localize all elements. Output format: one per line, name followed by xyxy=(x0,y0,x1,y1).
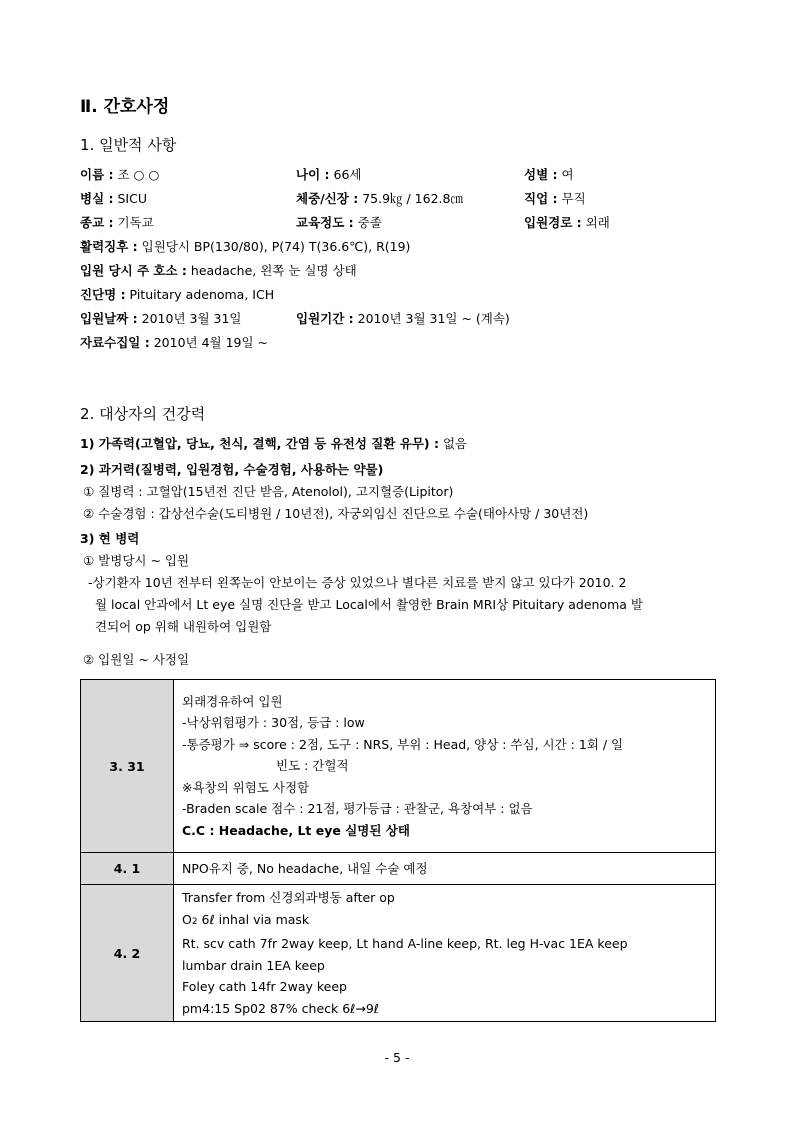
log-line xyxy=(182,909,707,934)
oxygen-subscript: 2 xyxy=(191,916,198,927)
field-value: headache, 왼쪽 눈 실명 상태 xyxy=(186,263,357,278)
field-admission-period xyxy=(296,310,510,328)
field-value: 중졸 xyxy=(353,215,382,230)
field-education xyxy=(296,214,382,232)
log-line: C.C : Headache, Lt eye 실명된 상태 xyxy=(182,822,410,838)
field-label: 입원날짜 : xyxy=(80,311,138,326)
field-age xyxy=(296,166,361,184)
field-value: 입원당시 BP(130/80), P(74) T(36.6℃), R(19) xyxy=(137,239,411,254)
nursing-log-table xyxy=(80,679,716,1022)
log-line: Rt. scv cath 7fr 2way keep, Lt hand A-line keep, Rt. leg H-vac 1EA keep xyxy=(182,936,628,951)
field-room xyxy=(80,190,147,208)
log-date: 4. 2 xyxy=(81,885,174,1022)
family-history xyxy=(80,435,467,453)
present-history-narrative: 견되어 op 위해 내원하여 입원함 xyxy=(95,619,272,634)
field-label: 입원경로 : xyxy=(524,215,582,230)
field-label: 교육정도 : xyxy=(296,215,354,230)
table-row xyxy=(81,885,716,1022)
field-sex xyxy=(524,166,574,184)
log-content xyxy=(174,853,716,885)
field-value: 75.9㎏ / 162.8㎝ xyxy=(358,191,463,206)
general-heading: 1. 일반적 사항 xyxy=(80,136,177,154)
field-job xyxy=(524,190,586,208)
field-label: 입원 당시 주 호소 : xyxy=(80,263,187,278)
log-line: -낙상위험평가 : 30점, 등급 : low xyxy=(182,715,365,731)
past-history-item: ① 질병력 : 고혈압(15년전 진단 받음, Atenolol), 고지혈증(Lipitor) xyxy=(83,484,454,499)
field-value: SICU xyxy=(113,191,147,206)
log-line: pm4:15 Sp02 87% check 6ℓ→9ℓ xyxy=(182,1000,379,1016)
page-number: - 5 - xyxy=(384,1050,410,1065)
field-data-collection xyxy=(80,334,268,352)
field-value: 여 xyxy=(557,167,574,182)
log-line: -통증평가 ⇒ score : 2점, 도구 : NRS, 부위 : Head, 양상 : 쑤심, 시간 : 1회 / 일 xyxy=(182,736,624,752)
field-name xyxy=(80,166,159,184)
log-line: Transfer from 신경외과병동 after op xyxy=(182,890,395,905)
log-date: 4. 1 xyxy=(81,853,174,885)
log-date: 3. 31 xyxy=(81,680,174,853)
present-history-narrative: 월 local 안과에서 Lt eye 실명 진단을 받고 Local에서 촬영한 Brain MRI상 Pituitary adenoma 발 xyxy=(95,597,643,612)
field-admission-date xyxy=(80,310,241,328)
log-line: lumbar drain 1EA keep xyxy=(182,957,325,973)
field-diagnosis xyxy=(80,286,274,304)
log-content xyxy=(174,885,716,1022)
log-line: 빈도 : 간헐적 xyxy=(276,758,349,774)
field-label: 이름 : xyxy=(80,167,114,182)
family-history-value: 없음 xyxy=(439,436,468,451)
field-value: 2010년 4월 19일 ~ xyxy=(149,335,268,350)
field-value: 조 ○ ○ xyxy=(113,167,160,182)
past-history-item: ② 수술경험 : 갑상선수술(도티병원 / 10년전), 자궁외임신 진단으로 수술(태아사망 / 30년전) xyxy=(83,506,589,521)
field-label: 체중/신장 : xyxy=(296,191,359,206)
field-weight-height xyxy=(296,190,463,208)
section-title: Ⅱ. 간호사정 xyxy=(80,97,170,117)
table-row xyxy=(81,680,716,853)
field-label: 직업 : xyxy=(524,191,558,206)
oxygen-symbol: O xyxy=(182,911,192,927)
field-label: 병실 : xyxy=(80,191,114,206)
past-history-label: 2) 과거력(질병력, 입원경험, 수술경험, 사용하는 약물) xyxy=(80,462,384,477)
present-history-item: ① 발병당시 ~ 입원 xyxy=(83,553,190,568)
field-label: 성별 : xyxy=(524,167,558,182)
field-value: 기독교 xyxy=(113,215,154,230)
field-label: 나이 : xyxy=(296,167,330,182)
field-admission-route xyxy=(524,214,610,232)
log-line: Foley cath 14fr 2way keep xyxy=(182,979,347,994)
field-value: 2010년 3월 31일 xyxy=(137,311,242,326)
present-history-item: ② 입원일 ~ 사정일 xyxy=(83,652,190,667)
field-label: 입원기간 : xyxy=(296,311,354,326)
field-value: 2010년 3월 31일 ~ (계속) xyxy=(353,311,510,326)
present-history-narrative: -상기환자 10년 전부터 왼쪽눈이 안보이는 증상 있었으나 별다른 치료를 받지 않고 있다가 2010. 2 xyxy=(88,575,627,590)
field-label: 종교 : xyxy=(80,215,114,230)
table-row xyxy=(81,853,716,885)
field-value: 외래 xyxy=(581,215,610,230)
field-value: 무직 xyxy=(557,191,586,206)
log-content xyxy=(174,680,716,853)
log-line: -Braden scale 점수 : 21점, 평가등급 : 관찰군, 욕창여부 : 없음 xyxy=(182,801,533,817)
present-history-label: 3) 현 병력 xyxy=(80,531,140,546)
health-heading: 2. 대상자의 건강력 xyxy=(80,405,206,423)
field-label: 진단명 : xyxy=(80,287,126,302)
field-value: 66세 xyxy=(329,167,362,182)
log-line: NPO유지 중, No headache, 내일 수술 예정 xyxy=(182,860,428,876)
log-line: ※욕창의 위험도 사정함 xyxy=(182,779,310,795)
field-vitals xyxy=(80,238,410,256)
log-line: 외래경유하여 입원 xyxy=(182,693,283,709)
field-religion xyxy=(80,214,154,232)
field-value: Pituitary adenoma, ICH xyxy=(125,287,275,302)
field-chief-complaint xyxy=(80,262,357,280)
oxygen-text: 6ℓ inhal via mask xyxy=(197,911,310,927)
family-history-label: 1) 가족력(고혈압, 당뇨, 천식, 결핵, 간염 등 유전성 질환 유무) : xyxy=(80,436,439,451)
field-label: 활력징후 : xyxy=(80,239,138,254)
field-label: 자료수집일 : xyxy=(80,335,150,350)
